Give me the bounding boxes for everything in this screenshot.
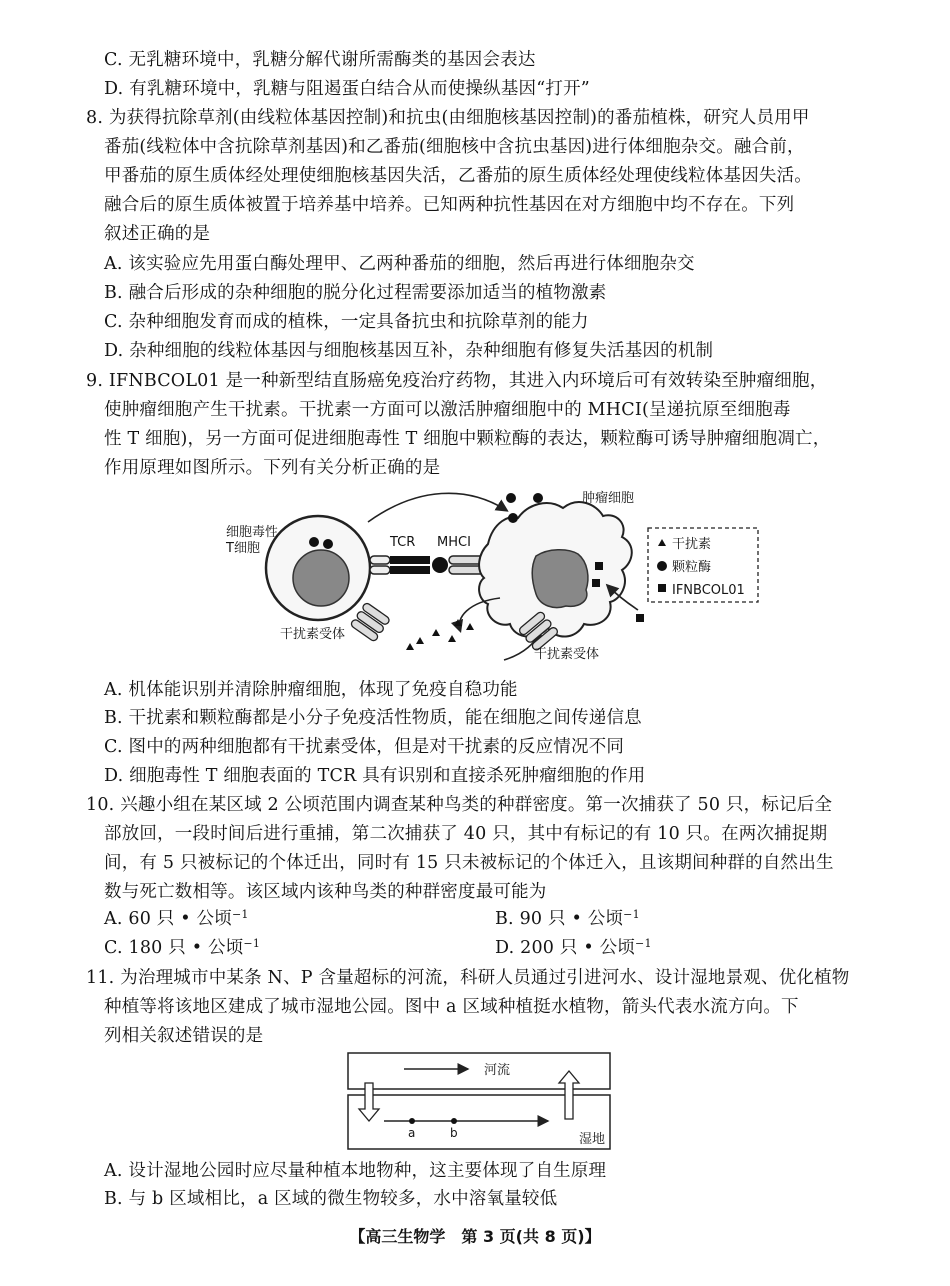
- legend-drug: IFNBCOL01: [672, 583, 745, 598]
- q9-option-a: A. 机体能识别并清除肿瘤细胞，体现了免疫自稳功能: [104, 680, 518, 700]
- receptor-label-right: 干扰素受体: [534, 647, 600, 662]
- t-cell-label: T细胞: [226, 541, 260, 556]
- page-footer: 【高三生物学 第 3 页(共 8 页)】: [349, 1227, 601, 1246]
- q10-option-a: A. 60 只 • 公顷$^{-1}$: [104, 908, 249, 929]
- wetland-label: 湿地: [579, 1132, 606, 1147]
- granzyme-dot: [506, 493, 516, 503]
- q9-option-d: D. 细胞毒性 T 细胞表面的 TCR 具有识别和直接杀死肿瘤细胞的作用: [104, 766, 646, 786]
- receptor-label-left: 干扰素受体: [280, 627, 346, 642]
- point-a: [409, 1118, 415, 1124]
- interferon-legend-icon: [658, 539, 666, 546]
- granzyme-dot: [309, 537, 319, 547]
- q11-stem-line: 11. 为治理城市中某条 N、P 含量超标的河流，科研人员通过引进河水、设计湿地景观、优化植物: [86, 968, 850, 988]
- q10-stem-line: 间，有 5 只被标记的个体迁出，同时有 15 只未被标记的个体迁入，且该期间种群的自然出生: [104, 853, 834, 873]
- label-a: a: [408, 1126, 416, 1140]
- interferon-receptor: [350, 602, 391, 642]
- q9-stem-line: 9. IFNBCOL01 是一种新型结直肠癌免疫治疗药物，其进入内环境后可有效转染至肿瘤细胞，: [86, 371, 828, 391]
- q11-stem-line: 列相关叙述错误的是: [104, 1026, 264, 1046]
- tumor-nucleus: [532, 550, 588, 608]
- q9-stem-line: 使肿瘤细胞产生干扰素。干扰素一方面可以激活肿瘤细胞中的 MHCⅠ(呈递抗原至细胞毒: [104, 400, 791, 420]
- q8-option-b: B. 融合后形成的杂种细胞的脱分化过程需要添加适当的植物激素: [104, 283, 607, 303]
- q10-stem-line: 部放回，一段时间后进行重捕，第二次捕获了 40 只，其中有标记的有 10 只。在两次捕捉期: [104, 824, 828, 844]
- label-b: b: [450, 1126, 458, 1140]
- q9-option-b: B. 干扰素和颗粒酶都是小分子免疫活性物质，能在细胞之间传递信息: [104, 708, 642, 728]
- q10-stem-line: 10. 兴趣小组在某区域 2 公顷范围内调查某种鸟类的种群密度。第一次捕获了 50 只，标记后全: [86, 795, 833, 815]
- q7-option-d: D. 有乳糖环境中，乳糖与阻遏蛋白结合从而使操纵基因“打开”: [104, 79, 590, 99]
- river-label: 河流: [484, 1063, 511, 1078]
- granzyme-arrow: [368, 493, 506, 522]
- point-b: [451, 1118, 457, 1124]
- mhc-label: MHCⅠ: [437, 535, 471, 550]
- q8-stem-line: 融合后的原生质体被置于培养基中培养。已知两种抗性基因在对方细胞中均不存在。下列: [104, 195, 795, 215]
- t-cell-label: 细胞毒性: [226, 525, 279, 540]
- drug-legend-icon: [658, 584, 666, 592]
- legend-granzyme: 颗粒酶: [672, 560, 712, 575]
- q10-option-b: B. 90 只 • 公顷$^{-1}$: [495, 908, 640, 929]
- immune-mechanism-diagram: [218, 482, 768, 674]
- q7-option-c: C. 无乳糖环境中，乳糖分解代谢所需酶类的基因会表达: [104, 50, 536, 70]
- drug-square: [595, 562, 603, 570]
- legend: [648, 528, 758, 602]
- q10-option-c: C. 180 只 • 公顷$^{-1}$: [104, 937, 261, 958]
- q8-option-a: A. 该实验应先用蛋白酶处理甲、乙两种番茄的细胞，然后再进行体细胞杂交: [104, 254, 695, 274]
- legend-interferon: 干扰素: [672, 537, 712, 552]
- drug-square: [592, 579, 600, 587]
- q10-stem-line: 数与死亡数相等。该区域内该种鸟类的种群密度最可能为: [104, 882, 547, 902]
- granzyme-dot: [323, 539, 333, 549]
- q11-option-b: B. 与 b 区域相比，a 区域的微生物较多，水中溶氧量较低: [104, 1189, 558, 1209]
- tcr-receptor: [370, 556, 430, 574]
- q9-option-c: C. 图中的两种细胞都有干扰素受体，但是对干扰素的反应情况不同: [104, 737, 625, 757]
- q8-stem-line: 甲番茄的原生质体经处理使细胞核基因失活，乙番茄的原生质体经处理使线粒体基因失活。: [104, 166, 812, 186]
- q11-stem-line: 种植等将该地区建成了城市湿地公园。图中 a 区域种植挺水植物，箭头代表水流方向。下: [104, 997, 799, 1017]
- granzyme-dot: [508, 513, 518, 523]
- mhc-antigen: [432, 557, 448, 573]
- q8-option-c: C. 杂种细胞发育而成的植株，一定具备抗虫和抗除草剂的能力: [104, 312, 589, 332]
- q11-option-a: A. 设计湿地公园时应尽量种植本地物种，这主要体现了自生原理: [104, 1161, 607, 1181]
- q9-stem-line: 作用原理如图所示。下列有关分析正确的是: [104, 458, 441, 478]
- interferon-triangles: [406, 619, 474, 650]
- granzyme-legend-icon: [657, 561, 667, 571]
- q8-stem-line: 8. 为获得抗除草剂(由线粒体基因控制)和抗虫(由细胞核基因控制)的番茄植株，研究人员用甲: [86, 108, 810, 128]
- wetland-river-diagram: [344, 1049, 614, 1153]
- q10-option-d: D. 200 只 • 公顷$^{-1}$: [495, 937, 652, 958]
- granzyme-dot: [533, 493, 543, 503]
- q9-stem-line: 性 T 细胞)，另一方面可促进细胞毒性 T 细胞中颗粒酶的表达，颗粒酶可诱导肿瘤细胞凋亡，: [104, 429, 831, 449]
- drug-square: [636, 614, 644, 622]
- tcr-label: TCR: [390, 535, 416, 550]
- q8-stem-line: 叙述正确的是: [104, 224, 211, 244]
- q8-stem-line: 番茄(线粒体中含抗除草剂基因)和乙番茄(细胞核中含抗虫基因)进行体细胞杂交。融合前，: [104, 137, 805, 157]
- tumor-cell-label: 肿瘤细胞: [582, 491, 635, 506]
- q8-option-d: D. 杂种细胞的线粒体基因与细胞核基因互补，杂种细胞有修复失活基因的机制: [104, 341, 714, 361]
- t-cell: [266, 516, 370, 620]
